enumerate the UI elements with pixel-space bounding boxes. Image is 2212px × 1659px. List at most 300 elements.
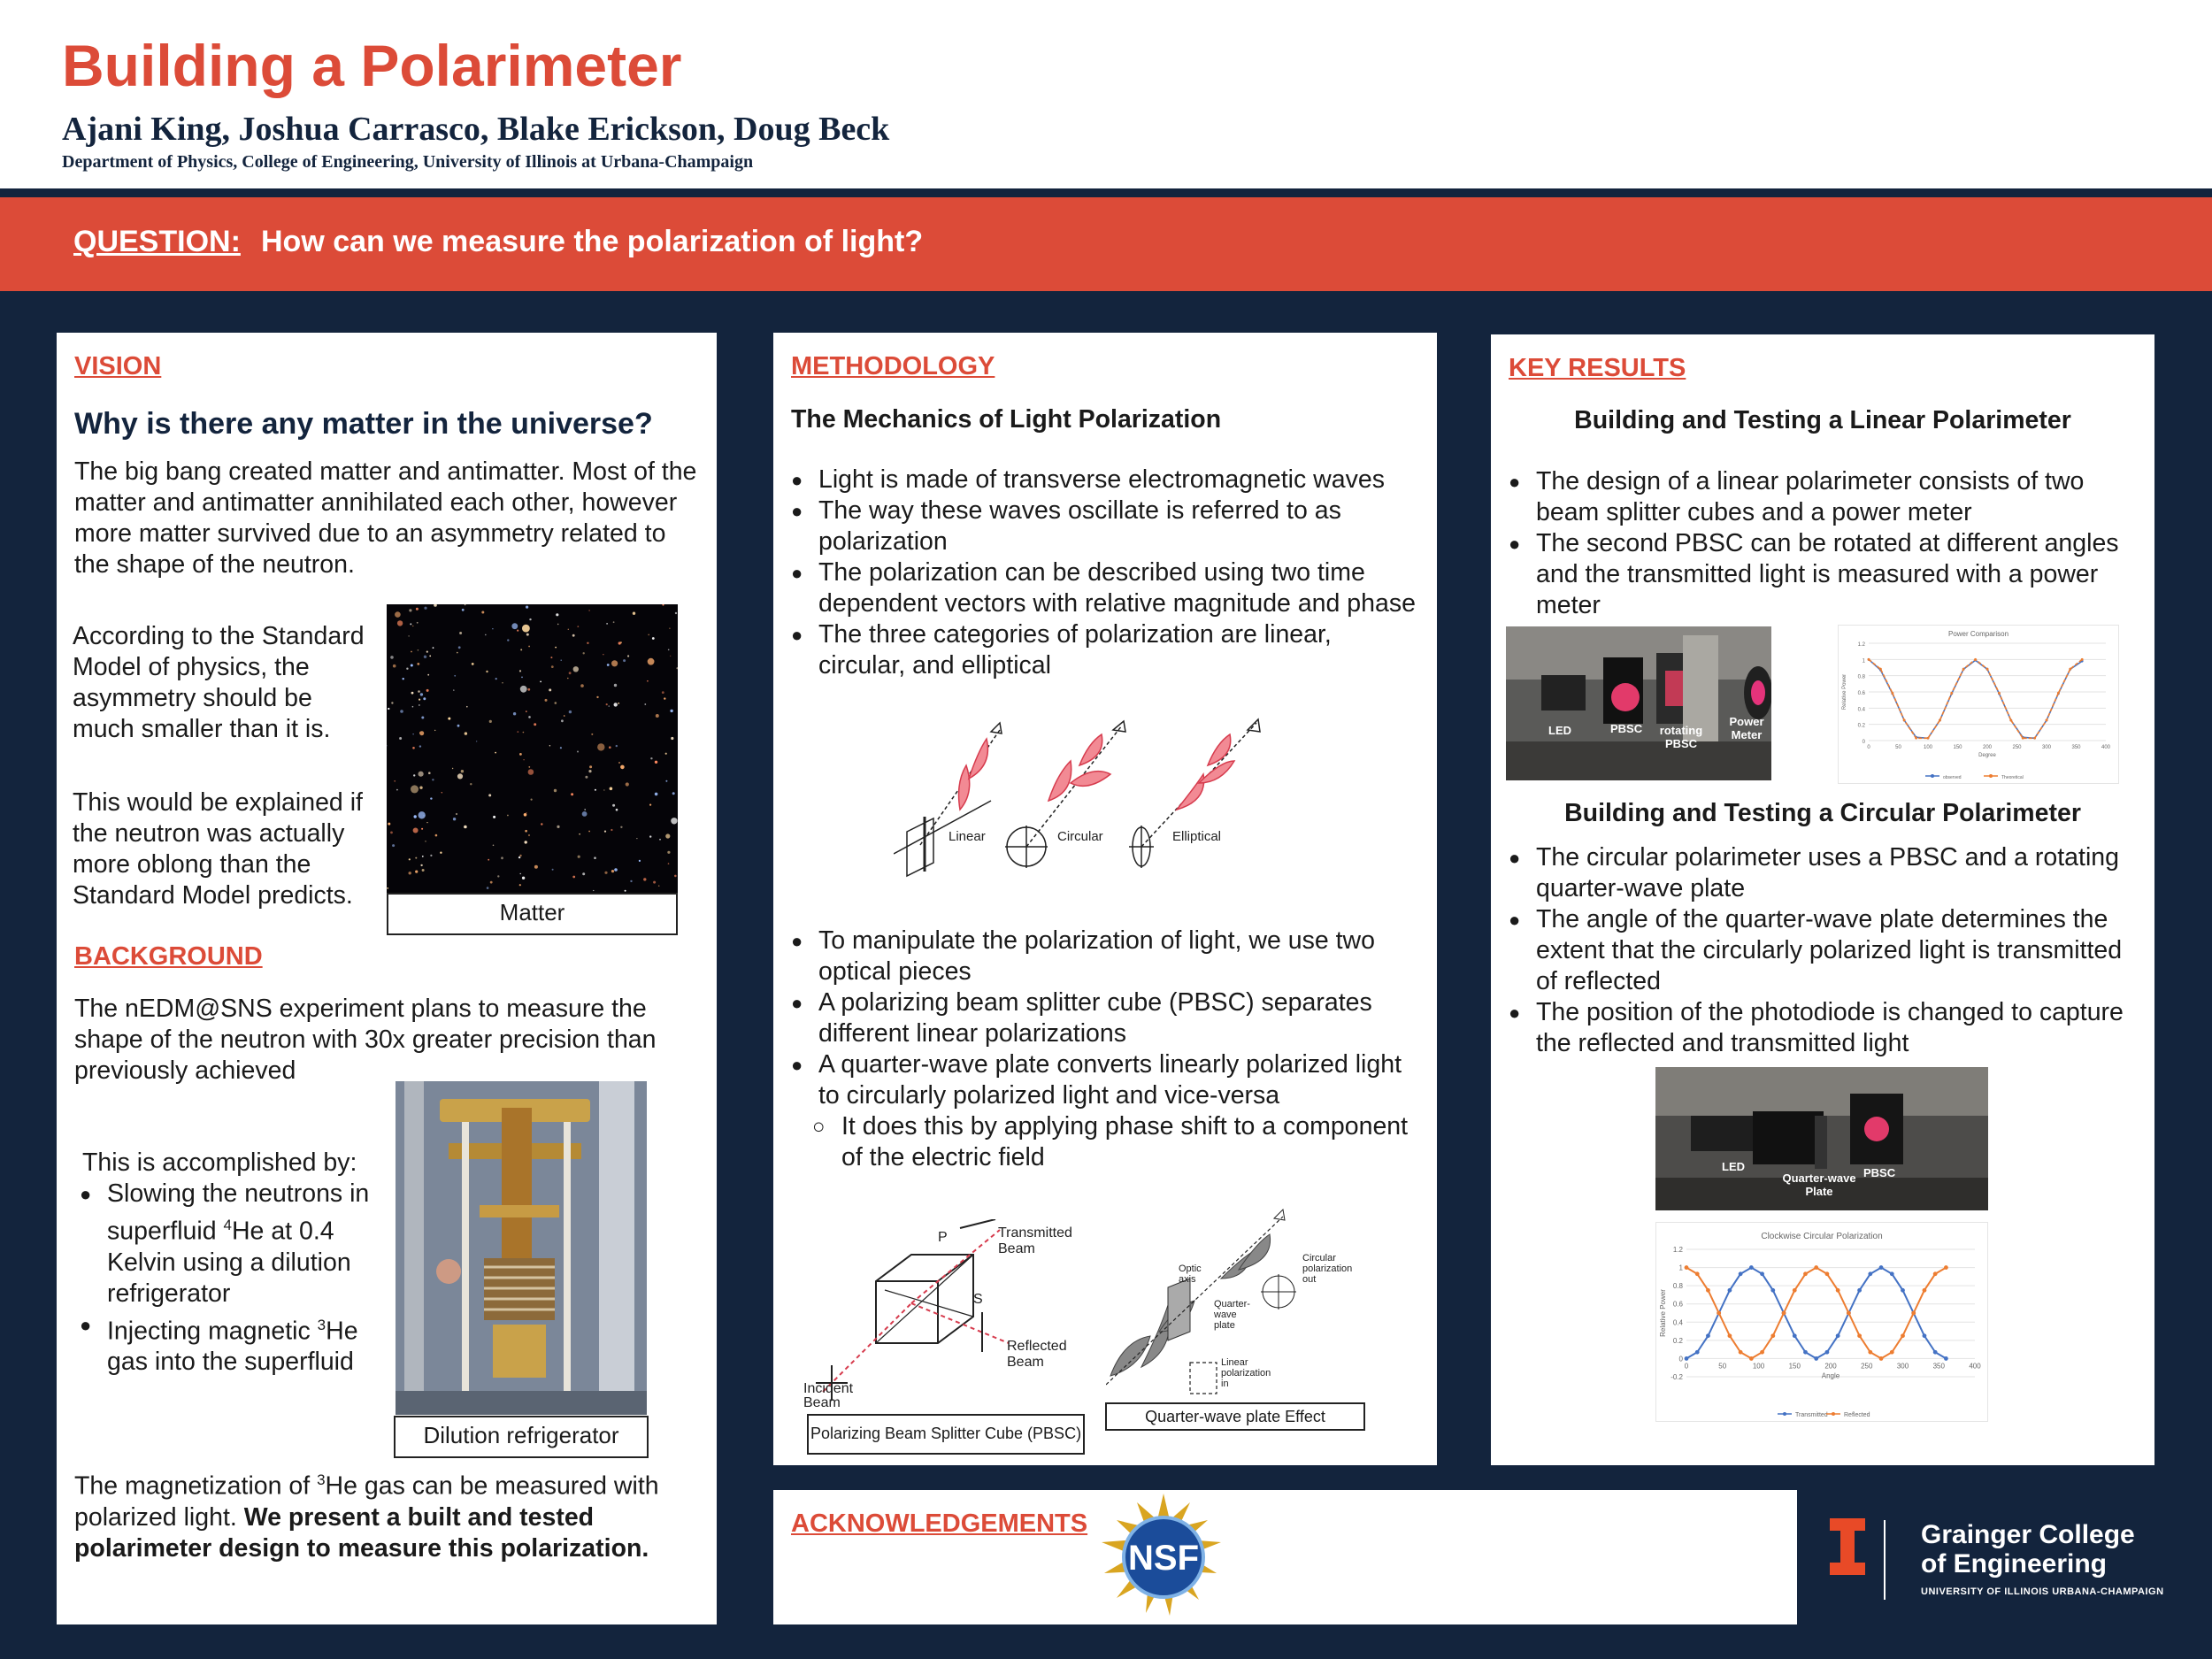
data-point xyxy=(1706,1288,1710,1293)
list-item: ● The angle of the quarter-wave plate determines the extent that the circularly polarized light is transmitted of reflected xyxy=(1509,904,2137,997)
galaxy-dot xyxy=(607,664,610,666)
galaxy-dot xyxy=(426,651,428,653)
galaxy-dot xyxy=(667,851,670,854)
p-label: P xyxy=(938,1230,948,1245)
background-bullets xyxy=(80,1179,389,1378)
question-label: QUESTION: xyxy=(73,225,241,258)
galaxy-dot xyxy=(527,688,530,691)
galaxy-dot xyxy=(596,696,598,698)
galaxy-dot xyxy=(457,773,463,779)
wave-label: wave xyxy=(1214,1310,1237,1320)
y-tick-label: -0.2 xyxy=(1671,1373,1683,1381)
galaxy-dot xyxy=(493,845,495,847)
legend-marker xyxy=(1989,774,1993,778)
galaxy-dot xyxy=(417,663,419,665)
galaxy-dot xyxy=(633,612,635,615)
legend-entry: Theoretical xyxy=(2001,775,2024,780)
data-point xyxy=(1962,668,1965,671)
galaxy-dot xyxy=(490,881,493,884)
galaxy-dot xyxy=(448,718,450,720)
data-point xyxy=(1814,1356,1818,1361)
galaxy-dot xyxy=(588,770,591,772)
galaxy-dot xyxy=(584,809,586,810)
galaxy-dot xyxy=(519,753,522,756)
galaxy-dot xyxy=(561,660,562,661)
galaxy-dot xyxy=(414,815,417,818)
galaxy-dot xyxy=(410,623,411,625)
data-point xyxy=(1857,1288,1862,1293)
reflected-label: Reflected xyxy=(1007,1339,1067,1354)
data-point xyxy=(1825,1271,1830,1276)
data-point xyxy=(1901,1333,1905,1338)
galaxy-dot xyxy=(665,753,667,755)
legend-marker xyxy=(1832,1412,1835,1416)
circular-polarization-label: polarization xyxy=(1302,1263,1353,1274)
x-tick-label: 100 xyxy=(1752,1362,1765,1371)
galaxy-dot xyxy=(618,703,619,704)
data-point xyxy=(1868,658,1870,661)
list-item: ● The position of the photodiode is changed to capture the reflected and transmitted light xyxy=(1509,997,2137,1059)
galaxy-dot xyxy=(406,668,408,670)
galaxy-dot xyxy=(507,639,509,641)
galaxy-dot xyxy=(408,635,409,636)
galaxy-dot xyxy=(397,620,403,626)
reflected-beam-label: Beam xyxy=(1007,1355,1044,1370)
galaxy-dot xyxy=(529,618,531,620)
galaxy-dot xyxy=(413,828,419,833)
list-item: ● The second PBSC can be rotated at different angles and the transmitted light is measured with a power meter xyxy=(1509,528,2137,621)
galaxy-dot xyxy=(668,649,670,651)
galaxy-dot xyxy=(540,681,541,683)
list-item: ● Slowing the neutrons in superfluid $^4$He at 0.4 Kelvin using a dilution refrigerator xyxy=(80,1179,389,1310)
background-closing: The magnetization of $^3$He gas can be measured with polarized light. We present a built and tested polarimeter design to measure this polarization. xyxy=(74,1471,659,1563)
galaxy-dot xyxy=(440,852,442,854)
circular-polarimeter-photo xyxy=(1655,1067,1988,1210)
linear-polarimeter-photo xyxy=(1506,626,1771,780)
galaxy-dot xyxy=(609,705,610,706)
galaxy-dot xyxy=(511,623,518,629)
data-point xyxy=(1879,668,1882,671)
galaxy-dot xyxy=(412,733,413,734)
galaxy-dot xyxy=(411,692,414,695)
galaxy-dot xyxy=(426,689,429,692)
galaxy-dot xyxy=(409,872,411,874)
data-point xyxy=(1695,1271,1700,1276)
galaxy-dot xyxy=(620,765,625,770)
galaxy-dot xyxy=(520,649,522,650)
galaxy-dot xyxy=(458,646,461,649)
galaxy-dot xyxy=(614,703,618,706)
galaxy-dot xyxy=(493,816,495,818)
qwp-caption: Quarter-wave plate Effect xyxy=(1105,1402,1365,1431)
galaxy-dot xyxy=(649,835,651,837)
x-tick-label: 50 xyxy=(1718,1362,1727,1371)
galaxy-dot xyxy=(611,660,618,666)
galaxy-dot xyxy=(630,880,632,882)
galaxy-dot xyxy=(390,656,394,659)
galaxy-dot xyxy=(577,751,579,753)
galaxy-dot xyxy=(549,688,551,691)
galaxy-dot xyxy=(411,664,413,667)
list-item: ● To manipulate the polarization of light, we use two optical pieces xyxy=(791,926,1428,987)
galaxy-dot xyxy=(650,757,652,759)
galaxy-dot xyxy=(517,630,518,632)
y-tick-label: 0.6 xyxy=(1672,1300,1683,1309)
data-point xyxy=(1868,1271,1872,1276)
galaxy-dot xyxy=(613,621,615,623)
affiliation: Department of Physics, College of Engineering, University of Illinois at Urbana-Champaign xyxy=(62,152,754,172)
galaxy-dot xyxy=(534,865,538,869)
results-heading: KEY RESULTS xyxy=(1509,354,1686,382)
linear-title: Building and Testing a Linear Polarimeter xyxy=(1574,406,2071,434)
transmitted-beam-label: Beam xyxy=(998,1241,1035,1256)
data-point xyxy=(1760,1350,1764,1355)
galaxy-dot xyxy=(487,887,489,889)
galaxy-dot xyxy=(453,818,456,820)
galaxy-dot xyxy=(626,782,629,786)
galaxy-dot xyxy=(457,725,460,727)
galaxy-dot xyxy=(623,659,626,662)
vision-para2: This would be explained if the neutron was actually more oblong than the Standard Model predicts. xyxy=(73,788,363,910)
galaxy-dot xyxy=(609,746,611,749)
galaxy-dot xyxy=(453,689,455,691)
galaxy-dot xyxy=(550,657,552,658)
galaxy-dot xyxy=(627,655,629,657)
galaxy-dot xyxy=(465,732,467,734)
incident-beam-label: Beam xyxy=(803,1395,841,1409)
x-tick-label: 400 xyxy=(2101,745,2111,750)
galaxy-dot xyxy=(583,652,585,654)
galaxy-dot xyxy=(424,656,426,658)
linear-setup-illustration xyxy=(1506,626,1771,780)
data-point xyxy=(1891,692,1893,695)
data-point xyxy=(1825,1350,1830,1355)
data-point xyxy=(1923,1333,1927,1338)
galaxy-dot xyxy=(452,768,453,769)
data-point xyxy=(1923,1288,1927,1293)
galaxy-dot xyxy=(489,720,492,723)
galaxy-dot xyxy=(520,686,527,693)
circular-bullets xyxy=(1509,842,2137,1059)
legend-marker xyxy=(1783,1412,1786,1416)
galaxy-dot xyxy=(670,710,672,712)
galaxy-dot xyxy=(519,855,521,856)
galaxy-dot xyxy=(663,604,664,606)
list-item: ● The polarization can be described using two time dependent vectors with relative magnitude and phase xyxy=(791,557,1419,619)
data-point xyxy=(1739,1271,1743,1276)
quarter-wave-plate-label: Quarter-wave Plate xyxy=(1782,1171,1856,1198)
circular-title: Building and Testing a Circular Polarimeter xyxy=(1564,799,2081,827)
galaxy-dot xyxy=(387,887,388,889)
linear-in-label: Linear xyxy=(1221,1357,1248,1368)
galaxy-dot xyxy=(671,818,677,824)
galaxy-dot xyxy=(419,811,426,818)
series-line-reflected xyxy=(1686,1268,1946,1359)
rotating-pbsc-label: rotating PBSC xyxy=(1659,724,1703,750)
galaxy-dot xyxy=(513,712,516,715)
galaxy-dot xyxy=(419,699,420,701)
galaxy-dot xyxy=(421,717,424,719)
galaxy-dot xyxy=(593,890,594,891)
plate-label: plate xyxy=(1214,1320,1235,1331)
galaxy-dot xyxy=(614,868,618,872)
galaxy-dot xyxy=(413,774,415,776)
galaxy-dot xyxy=(526,606,528,609)
galaxy-dot xyxy=(655,793,658,796)
galaxy-dot xyxy=(571,793,573,795)
dilution-refrigerator-image xyxy=(396,1081,647,1415)
galaxy-dot xyxy=(454,675,456,677)
galaxy-dot xyxy=(470,783,472,785)
galaxy-dot xyxy=(545,699,548,702)
galaxy-dot xyxy=(568,629,569,630)
x-tick-label: 400 xyxy=(1969,1362,1981,1371)
galaxy-dot xyxy=(409,609,411,611)
galaxy-dot xyxy=(418,649,419,651)
galaxy-dot xyxy=(411,651,412,653)
galaxy-dot xyxy=(594,856,596,859)
transmitted-label: Transmitted xyxy=(998,1225,1072,1240)
galaxy-dot xyxy=(557,826,559,828)
galaxy-dot xyxy=(488,859,489,861)
galaxy-dot xyxy=(569,672,572,674)
logo-divider xyxy=(1884,1520,1886,1600)
galaxy-dot xyxy=(466,706,468,708)
galaxy-dot xyxy=(618,762,620,764)
data-point xyxy=(1685,1356,1689,1361)
galaxy-dot xyxy=(465,604,466,605)
data-point xyxy=(2046,719,2048,722)
elliptical-label: Elliptical xyxy=(1172,829,1222,844)
galaxy-dot xyxy=(421,828,423,830)
galaxy-dot xyxy=(552,869,554,871)
galaxy-dot xyxy=(612,804,615,807)
data-point xyxy=(1879,1356,1884,1361)
galaxy-dot xyxy=(578,856,580,858)
galaxy-dot xyxy=(523,732,525,733)
galaxy-dot xyxy=(606,703,608,705)
galaxy-dot xyxy=(518,856,520,858)
galaxy-dot xyxy=(541,823,542,825)
galaxy-dot xyxy=(534,723,536,726)
matter-caption: Matter xyxy=(387,893,678,935)
galaxy-dot xyxy=(648,658,655,665)
list-item: ● A polarizing beam splitter cube (PBSC) separates different linear polarizations xyxy=(791,987,1428,1049)
galaxy-dot xyxy=(492,628,493,629)
galaxy-dot xyxy=(668,863,670,864)
galaxy-dot xyxy=(411,785,419,793)
galaxy-dot xyxy=(524,813,527,817)
galaxy-dot xyxy=(420,864,422,866)
galaxy-dot xyxy=(560,747,562,749)
galaxy-dot xyxy=(606,623,608,625)
galaxy-dot xyxy=(580,684,584,687)
galaxy-dot xyxy=(434,730,435,731)
galaxy-dot xyxy=(604,872,607,874)
data-point xyxy=(1695,1350,1700,1355)
data-point xyxy=(1939,719,1941,722)
data-point xyxy=(1986,668,1989,671)
galaxy-dot xyxy=(396,789,398,791)
data-point xyxy=(1803,1271,1808,1276)
galaxy-dot xyxy=(665,780,667,782)
galaxy-dot xyxy=(659,839,661,841)
galaxy-dot xyxy=(495,752,496,754)
sub-list-item: ○ It does this by applying phase shift to a component of the electric field xyxy=(791,1111,1428,1173)
series-line-theoretical xyxy=(1869,659,2082,738)
galaxy-dot xyxy=(501,856,503,859)
galaxy-dot xyxy=(419,731,424,735)
data-point xyxy=(1950,692,1953,695)
galaxy-dot xyxy=(656,714,659,718)
quarter-wave-plate-diagram xyxy=(1106,1208,1371,1402)
data-point xyxy=(1927,737,1930,740)
methodology-bullets-1 xyxy=(791,465,1419,681)
y-tick-label: 0.8 xyxy=(1672,1282,1683,1291)
y-tick-label: 0.4 xyxy=(1857,707,1865,713)
galaxy-dot xyxy=(502,682,503,683)
galaxy-dot xyxy=(639,860,641,862)
galaxy-dot xyxy=(589,765,592,768)
data-point xyxy=(1890,1271,1894,1276)
y-tick-label: 0.4 xyxy=(1672,1318,1683,1327)
galaxy-dot xyxy=(555,647,557,649)
y-tick-label: 1 xyxy=(1678,1263,1683,1272)
galaxy-dot xyxy=(674,875,677,878)
power-meter-label: Power Meter xyxy=(1729,715,1764,741)
linear-bullets xyxy=(1509,466,2137,621)
data-point xyxy=(1944,1265,1948,1270)
galaxy-dot xyxy=(655,761,657,764)
y-tick-label: 1.2 xyxy=(1857,642,1865,648)
galaxy-dot xyxy=(556,613,558,616)
galaxy-dot xyxy=(472,663,474,665)
galaxy-dot xyxy=(616,745,618,747)
galaxy-dot xyxy=(664,697,665,699)
x-tick-label: 250 xyxy=(2012,745,2022,750)
s-label: S xyxy=(973,1292,983,1307)
galaxy-dot xyxy=(412,706,414,708)
data-point xyxy=(1793,1288,1797,1293)
authors: Ajani King, Joshua Carrasco, Blake Erickson, Doug Beck xyxy=(62,111,890,148)
galaxy-dot xyxy=(415,871,418,873)
data-point xyxy=(1836,1333,1840,1338)
data-point xyxy=(1974,658,1977,661)
galaxy-dot xyxy=(587,642,588,644)
galaxy-dot xyxy=(528,646,530,648)
background-intro: The nEDM@SNS experiment plans to measure the shape of the neutron with 30x greater precision than previously achieved xyxy=(74,995,657,1085)
nsf-label: NSF xyxy=(1128,1539,1199,1578)
data-point xyxy=(1728,1288,1732,1293)
galaxy-dot xyxy=(497,875,499,877)
list-item: ● The way these waves oscillate is referred to as polarization xyxy=(791,495,1419,557)
galaxy-dot xyxy=(649,804,651,806)
galaxy-dot xyxy=(459,632,462,634)
pbsc-label-2: PBSC xyxy=(1863,1166,1896,1179)
methodology-bullets-2 xyxy=(791,926,1428,1173)
data-point xyxy=(1915,737,1917,740)
galaxy-dot xyxy=(658,885,660,887)
galaxy-dot xyxy=(520,873,521,874)
galaxy-dot xyxy=(526,710,527,712)
galaxy-dot xyxy=(488,794,491,796)
galaxy-dot xyxy=(528,834,530,836)
galaxy-dot xyxy=(423,697,426,700)
galaxy-dot xyxy=(462,609,465,611)
x-tick-label: 250 xyxy=(1861,1362,1873,1371)
galaxy-dot xyxy=(522,877,525,879)
galaxy-dot xyxy=(555,702,557,704)
linear-label: Linear xyxy=(949,829,986,844)
y-tick-label: 1.2 xyxy=(1672,1246,1683,1254)
galaxy-dot xyxy=(481,611,484,614)
x-tick-label: 100 xyxy=(1923,745,1933,750)
data-point xyxy=(1879,1265,1884,1270)
data-point xyxy=(2022,737,2024,740)
pbsc-diagram xyxy=(796,1219,1088,1409)
data-point xyxy=(1814,1265,1818,1270)
galaxy-dot xyxy=(554,789,557,792)
galaxy-dot xyxy=(526,634,529,636)
y-tick-label: 0.2 xyxy=(1857,723,1865,729)
led-label-2: LED xyxy=(1722,1160,1745,1173)
incident-label: Incident xyxy=(803,1381,854,1396)
y-tick-label: 0.8 xyxy=(1857,674,1865,680)
galaxy-dot xyxy=(625,890,626,892)
x-tick-label: 350 xyxy=(2071,745,2081,750)
galaxy-dot xyxy=(525,841,527,843)
galaxy-dot xyxy=(519,670,521,672)
chart-title: Clockwise Circular Polarization xyxy=(1761,1232,1883,1241)
data-point xyxy=(1890,1350,1894,1355)
pbsc-caption: Polarizing Beam Splitter Cube (PBSC) xyxy=(807,1414,1085,1455)
galaxy-dot xyxy=(519,884,521,886)
galaxy-dot xyxy=(670,656,671,657)
galaxy-dot xyxy=(549,745,550,746)
data-point xyxy=(2069,668,2071,671)
galaxy-dot xyxy=(430,855,432,856)
data-point xyxy=(1706,1333,1710,1338)
vision-subheading: Why is there any matter in the universe? xyxy=(74,407,653,441)
galaxy-dot xyxy=(418,690,420,693)
galaxy-dot xyxy=(662,691,664,694)
galaxy-dot xyxy=(597,743,604,750)
galaxy-dot xyxy=(653,881,656,884)
dilution-refrigerator-caption: Dilution refrigerator xyxy=(394,1416,649,1458)
galaxy-dot xyxy=(572,634,575,637)
accomplished-text: This is accomplished by: xyxy=(82,1148,357,1177)
galaxy-dot xyxy=(387,745,388,746)
galaxy-dot xyxy=(388,823,390,826)
logo-line1: Grainger College xyxy=(1921,1520,2135,1549)
galaxy-dot xyxy=(433,647,434,649)
x-tick-label: 300 xyxy=(1896,1362,1909,1371)
galaxy-dot xyxy=(464,826,467,829)
galaxy-dot xyxy=(647,680,649,682)
data-point xyxy=(1782,1311,1786,1316)
x-tick-label: 150 xyxy=(1953,745,1962,750)
list-item: ● A quarter-wave plate converts linearly polarized light to circularly polarized light and vice-versa xyxy=(791,1049,1428,1111)
galaxy-dot xyxy=(614,684,617,687)
x-axis-label: Degree xyxy=(1978,753,1996,758)
deep-field-galaxies xyxy=(387,604,678,895)
galaxy-dot xyxy=(390,832,393,834)
logo-line3: UNIVERSITY OF ILLINOIS URBANA-CHAMPAIGN xyxy=(1921,1586,2164,1597)
galaxy-dot xyxy=(429,656,431,657)
galaxy-dot xyxy=(669,628,670,629)
galaxy-dot xyxy=(523,759,524,760)
data-point xyxy=(1857,1333,1862,1338)
